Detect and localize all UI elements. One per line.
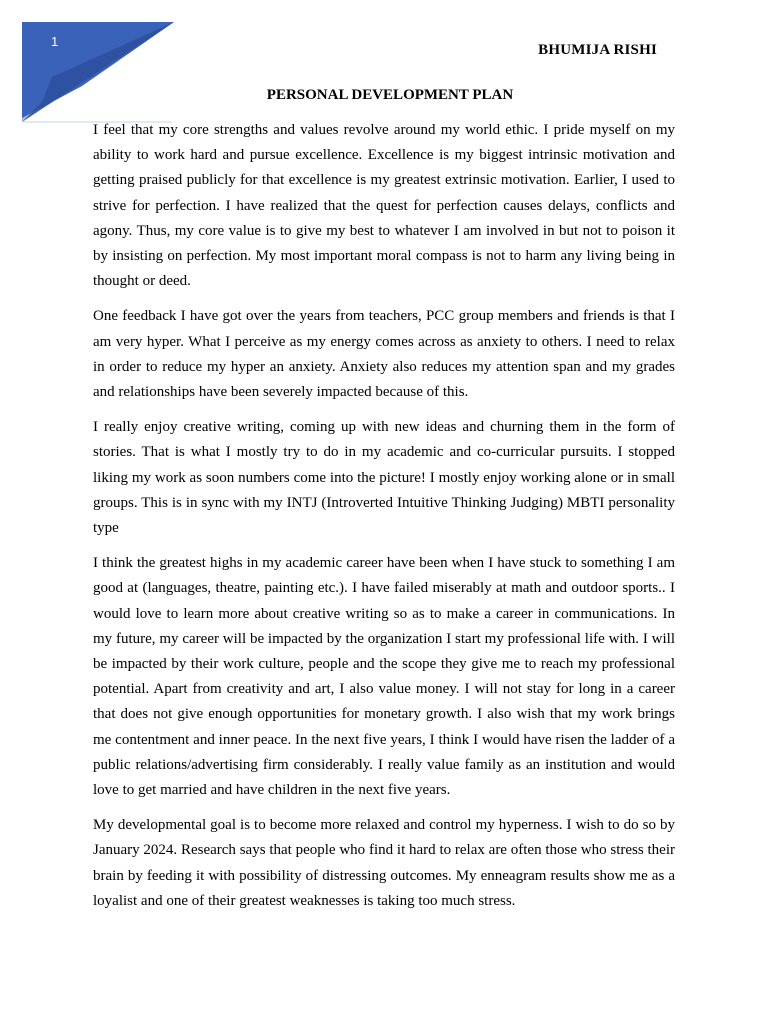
page-corner-decoration	[22, 22, 174, 124]
paragraph: I think the greatest highs in my academic career have been when I have stuck to something I am good at (languages, theatre, painting etc.). I have failed miserably at math and outdoor sports.. I would love to learn more about creative writing so as to make a career in communications. In my future, my career will be impacted by the organization I start my professional life with. I will be impacted by their work culture, people and the scope they give me to reach my professional potential. Apart from creativity and art, I also value money. I will not stay for long in a career that does not give enough opportunities for monetary growth. I also wish that my work brings me contentment and inner peace. In the next five years, I think I would have risen the ladder of a public relations/advertising firm considerably. I really value family as an institution and would love to get married and have children in the next five years.	[93, 555, 675, 799]
paragraph: I feel that my core strengths and values revolve around my world ethic. I pride myself on my ability to work hard and pursue excellence. Excellence is my biggest intrinsic motivation and getting praised publicly for that excellence is my greatest extrinsic motivation. Earlier, I used to strive for perfection. I have realized that the quest for perfection causes delays, conflicts and agony. Thus, my core value is to give my best to whatever I am involved in but not to poison it by insisting on perfection. My most important moral compass is not to harm any living being in thought or deed.	[93, 122, 675, 290]
author-name: BHUMIJA RISHI	[538, 42, 657, 58]
document-body	[93, 118, 675, 924]
paragraph: I really enjoy creative writing, coming up with new ideas and churning them in the form of stories. That is what I mostly try to do in my academic and co-curricular pursuits. I stopped liking my work as soon numbers come into the picture! I mostly enjoy working alone or in small groups. This is in sync with my INTJ (Introverted Intuitive Thinking Judging) MBTI personality type	[93, 419, 675, 537]
paragraph: My developmental goal is to become more relaxed and control my hyperness. I wish to do so by January 2024. Research says that people who find it hard to relax are often those who stress their brain by feeding it with possibility of distressing outcomes. My enneagram results show me as a loyalist and one of their greatest weaknesses is taking too much stress.	[93, 817, 675, 909]
document-title: PERSONAL DEVELOPMENT PLAN	[266, 87, 514, 103]
paragraph: One feedback I have got over the years from teachers, PCC group members and friends is that I am very hyper. What I perceive as my energy comes across as anxiety to others. I need to relax in order to reduce my hyper an anxiety. Anxiety also reduces my attention span and my grades and relationships have been severely impacted because of this.	[93, 308, 675, 401]
page-number: 1	[51, 34, 59, 49]
